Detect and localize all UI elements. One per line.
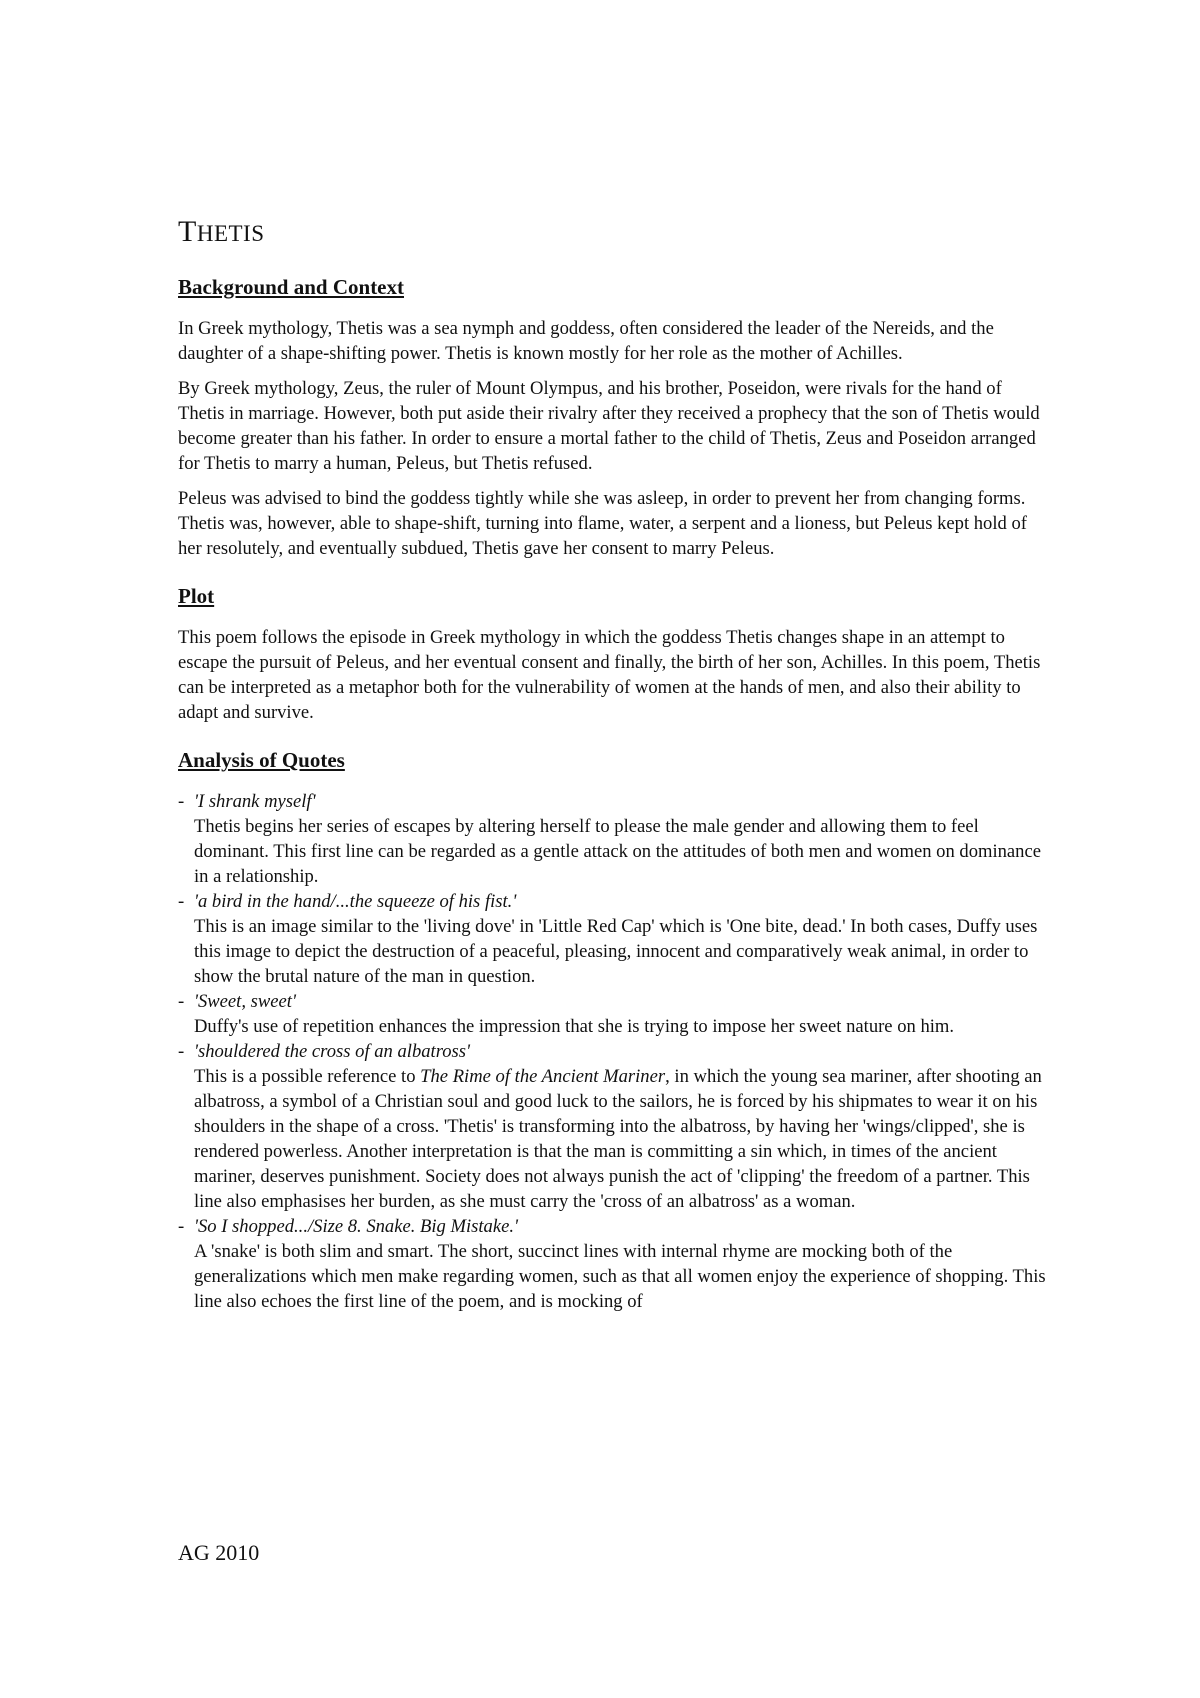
analysis-section	[178, 747, 1048, 1314]
list-dash: -	[178, 891, 185, 912]
quote-analysis: This is an image similar to the 'living dove' in 'Little Red Cap' which is 'One bite, dead.' In both cases, Duffy uses this image to depict the destruction of a peaceful, pleasing, innocent and comparatively weak animal, in order to show the brutal nature of the man in question.	[194, 916, 1038, 987]
plot-section	[178, 583, 1048, 725]
quote-analysis: Thetis begins her series of escapes by altering herself to please the male gender and allowing them to feel dominant. This first line can be regarded as a gentle attack on the attitudes of both men and women on dominance in a relationship.	[194, 816, 1041, 887]
cited-work-title: The Rime of the Ancient Mariner	[420, 1066, 666, 1087]
background-heading: Background and Context	[178, 275, 404, 299]
quote-analysis	[194, 1064, 1048, 1214]
document-page	[178, 214, 1048, 1336]
quote-text: 'So I shopped.../Size 8. Snake. Big Mistake.'	[194, 1216, 518, 1237]
quote-text: 'Sweet, sweet'	[194, 991, 296, 1012]
quote-analysis: Duffy's use of repetition enhances the impression that she is trying to impose her sweet nature on him.	[194, 1016, 955, 1037]
list-dash: -	[178, 991, 185, 1012]
quote-item	[178, 789, 1048, 889]
document-title	[178, 214, 1048, 252]
background-paragraph: In Greek mythology, Thetis was a sea nymph and goddess, often considered the leader of the Nereids, and the daughter of a shape-shifting power. Thetis is known mostly for her role as the mother of Achilles.	[178, 318, 994, 364]
quote-text: 'a bird in the hand/...the squeeze of his fist.'	[194, 891, 517, 912]
page-footer: AG 2010	[178, 1540, 260, 1565]
background-paragraph: Peleus was advised to bind the goddess tightly while she was asleep, in order to prevent her from changing forms. Thetis was, however, able to shape-shift, turning into flame, water, a serpent and a lioness, but Peleus kept hold of her resolutely, and eventually subdued, Thetis gave her consent to marry Peleus.	[178, 488, 1027, 559]
quotes-list	[178, 789, 1048, 1314]
quote-item	[178, 1214, 1048, 1314]
analysis-text: This is a possible reference to	[194, 1066, 421, 1087]
list-dash: -	[178, 791, 185, 812]
analysis-heading: Analysis of Quotes	[178, 748, 345, 772]
plot-heading: Plot	[178, 584, 215, 608]
title-first-letter: T	[178, 215, 197, 248]
quote-item	[178, 889, 1048, 989]
quote-text: 'shouldered the cross of an albatross'	[194, 1041, 471, 1062]
plot-paragraph: This poem follows the episode in Greek mythology in which the goddess Thetis changes shape in an attempt to escape the pursuit of Peleus, and her eventual consent and finally, the birth of her son, Achilles. In this poem, Thetis can be interpreted as a metaphor both for the vulnerability of women at the hands of men, and also their ability to adapt and survive.	[178, 627, 1041, 723]
quote-analysis: A 'snake' is both slim and smart. The short, succinct lines with internal rhyme are mocking both of the generalizations which men make regarding women, such as that all women enjoy the experience of shopping. This line also echoes the first line of the poem, and is mocking of	[194, 1241, 1046, 1312]
quote-item	[178, 1039, 1048, 1214]
list-dash: -	[178, 1216, 185, 1237]
title-rest: HETIS	[196, 221, 265, 246]
background-paragraph: By Greek mythology, Zeus, the ruler of Mount Olympus, and his brother, Poseidon, were rivals for the hand of Thetis in marriage. However, both put aside their rivalry after they received a prophecy that the son of Thetis would become greater than his father. In order to ensure a mortal father to the child of Thetis, Zeus and Poseidon arranged for Thetis to marry a human, Peleus, but Thetis refused.	[178, 378, 1040, 474]
quote-item	[178, 989, 1048, 1039]
list-dash: -	[178, 1041, 185, 1062]
background-section	[178, 274, 1048, 561]
quote-text: 'I shrank myself'	[194, 791, 316, 812]
analysis-text: , in which the young sea mariner, after shooting an albatross, a symbol of a Christian soul and good luck to the sailors, he is forced by his shipmates to wear it on his shoulders in the shape of a cross. 'Thetis' is transforming into the albatross, by having her 'wings/clipped', she is rendered powerless. Another interpretation is that the man is committing a sin which, in times of the ancient mariner, deserves punishment. Society does not always punish the act of 'clipping' the freedom of a partner. This line also emphasises her burden, as she must carry the 'cross of an albatross' as a woman.	[194, 1066, 1042, 1212]
